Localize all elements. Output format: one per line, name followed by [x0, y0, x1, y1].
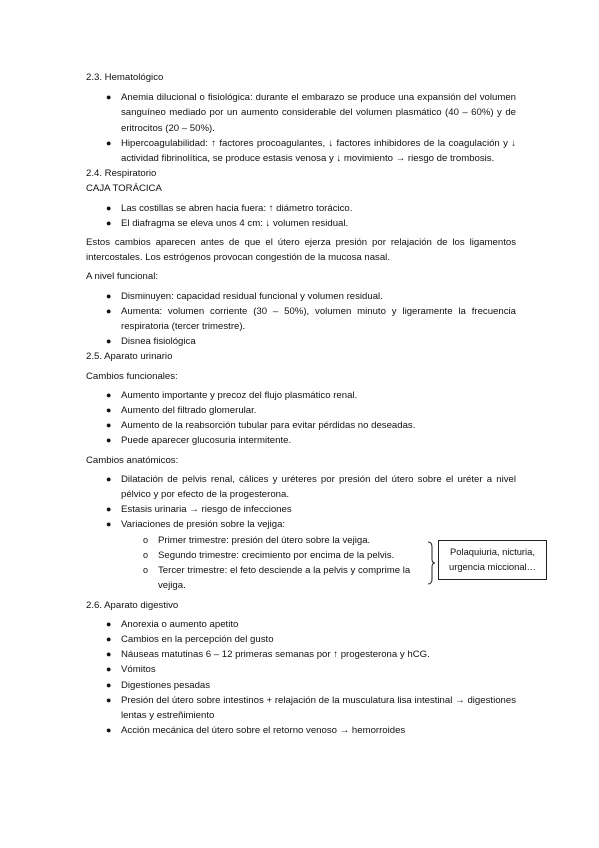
bullet-icon: ● — [106, 137, 112, 148]
bullet-icon: ● — [106, 679, 112, 690]
sublist-item: o Segundo trimestre: crecimiento por encima de la pelvis. — [86, 548, 423, 563]
list-item: ● Anorexia o aumento apetito — [86, 617, 516, 632]
bullet-icon: ● — [106, 435, 112, 446]
list-item: ● Variaciones de presión sobre la vejiga: — [86, 517, 516, 532]
section-title-respiratorio: 2.4. Respiratorio — [86, 168, 157, 180]
bullet-icon: ● — [106, 217, 112, 228]
list-item: ● Acción mecánica del útero sobre el retorno venoso → hemorroides — [86, 723, 516, 738]
section-title-hematologico: 2.3. Hematológico — [86, 72, 164, 83]
bullet-icon: ● — [106, 420, 112, 431]
list-item: ● Aumento importante y precoz del flujo plasmático renal. — [86, 388, 516, 403]
bladder-pressure-block — [86, 533, 537, 594]
bullet-icon: ● — [106, 618, 112, 629]
bullet-icon: ● — [106, 519, 112, 530]
bullet-icon: ● — [106, 290, 112, 301]
section-title-urinario: 2.5. Aparato urinario — [86, 351, 173, 363]
section-title-digestivo: 2.6. Aparato digestivo — [86, 599, 179, 611]
digestivo-list — [86, 617, 516, 739]
urinario-functional-list — [86, 388, 516, 449]
bullet-icon: ● — [106, 694, 112, 705]
list-item: ● El diafragma se eleva unos 4 cm: ↓ volumen residual. — [86, 216, 516, 231]
bullet-icon: ● — [106, 473, 112, 484]
urinario-anatomic-list — [86, 472, 516, 533]
subsection-title-caja-toracica: CAJA TORÁCICA — [86, 183, 162, 195]
list-item: ● Aumento del filtrado glomerular. — [86, 403, 516, 418]
bullet-icon: ● — [106, 649, 112, 660]
bullet-icon: ● — [106, 405, 112, 416]
right-brace-icon — [427, 541, 436, 585]
sublist-item: o Tercer trimestre: el feto desciende a la pelvis y comprime la vejiga. — [143, 565, 411, 592]
functional-label: A nivel funcional: — [86, 271, 158, 283]
circle-bullet-icon: o — [143, 549, 149, 560]
side-note-text: Polaquiuria, nicturia, urgencia miccional… — [448, 546, 537, 572]
functional-label: Cambios funcionales: — [86, 370, 178, 382]
list-item: ● Estasis urinaria → riesgo de infecciones — [86, 502, 516, 517]
bullet-icon: ● — [106, 504, 112, 515]
list-item: ● Aumenta: volumen corriente (30 – 50%), volumen minuto y ligeramente la frecuencia respiratoria (tercer trimestre). — [106, 305, 516, 333]
caja-toracica-list — [86, 201, 516, 231]
list-item: ● Digestiones pesadas — [86, 678, 516, 693]
circle-bullet-icon: o — [143, 534, 149, 545]
list-item: ● Aumento de la reabsorción tubular para evitar pérdidas no deseadas. — [86, 418, 516, 433]
hematologico-list — [86, 90, 516, 166]
circle-bullet-icon: o — [143, 565, 149, 576]
bullet-icon: ● — [106, 305, 112, 316]
list-item: ● Náuseas matutinas 6 – 12 primeras semanas por ↑ progesterona y hCG. — [86, 647, 516, 662]
respiratorio-functional-list — [86, 289, 516, 350]
list-item: ● Disnea fisiológica — [86, 334, 516, 349]
list-item: ● Puede aparecer glucosuria intermitente. — [86, 433, 516, 448]
document-page — [86, 70, 537, 738]
list-item: ● Disminuyen: capacidad residual funcional y volumen residual. — [86, 289, 516, 304]
bullet-icon: ● — [106, 336, 112, 347]
bullet-icon: ● — [106, 389, 112, 400]
list-item: ● Cambios en la percepción del gusto — [86, 632, 516, 647]
bullet-icon: ● — [106, 725, 112, 736]
list-item: ● Las costillas se abren hacia fuera: ↑ diámetro torácico. — [86, 201, 516, 216]
list-item: ● Vómitos — [86, 662, 516, 677]
list-item: ● Presión del útero sobre intestinos + relajación de la musculatura lisa intestinal → digestiones lentas y estreñimiento — [106, 694, 516, 721]
list-item: ● Dilatación de pelvis renal, cálices y uréteres por presión del útero sobre el uréter a nivel pélvico y por efecto de la progesterona. — [106, 473, 516, 501]
bullet-icon: ● — [106, 664, 112, 675]
bullet-icon: ● — [106, 633, 112, 644]
anatomic-label: Cambios anatómicos: — [86, 454, 179, 466]
list-item: ● Anemia dilucional o fisiológica: durante el embarazo se produce una expansión del volumen sanguíneo mediado por un aumento considerable del volumen plasmático (40 – 60%) y de eritrocitos (20 – 50%). — [106, 92, 516, 134]
bullet-icon: ● — [106, 202, 112, 213]
side-note-box — [438, 540, 547, 580]
list-item: ● Hipercoagulabilidad: ↑ factores procoagulantes, ↓ factores inhibidores de la coagulación y ↓ actividad fibrinolítica, se produce estasis venosa y ↓ movimiento → riesgo de trombosis. — [106, 137, 516, 165]
sublist-item: o Primer trimestre: presión del útero sobre la vejiga. — [86, 533, 423, 548]
bullet-icon: ● — [106, 92, 112, 103]
respiratorio-paragraph: Estos cambios aparecen antes de que el útero ejerza presión por relajación de los ligamentos intercostales. Los estrógenos provocan congestión de la mucosa nasal. — [86, 237, 516, 264]
